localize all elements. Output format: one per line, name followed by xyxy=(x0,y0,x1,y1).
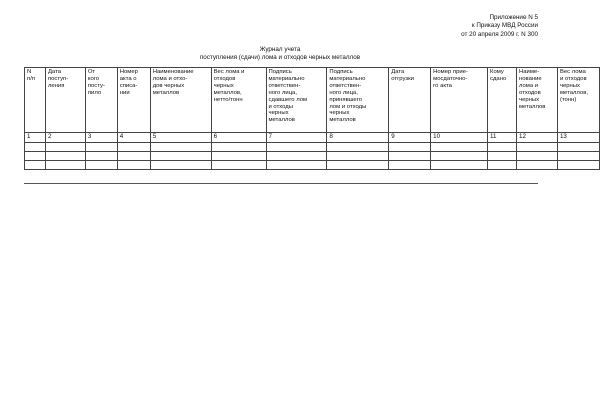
column-header: Дата отгрузки xyxy=(389,68,431,133)
column-header: N п/п xyxy=(25,68,46,133)
table-cell[interactable] xyxy=(45,151,85,160)
table-row xyxy=(25,160,600,169)
appendix-line: Приложение N 5 xyxy=(489,14,538,21)
table-cell[interactable] xyxy=(266,151,327,160)
table-cell[interactable] xyxy=(25,160,46,169)
column-header: Дата поступ- ления xyxy=(45,68,85,133)
table-cell[interactable] xyxy=(150,160,211,169)
column-number: 8 xyxy=(327,133,389,143)
table-cell[interactable] xyxy=(557,142,599,151)
document-title xyxy=(0,46,560,62)
appendix-line: к Приказу МВД России xyxy=(471,22,538,30)
table-cell[interactable] xyxy=(557,151,599,160)
table-cell[interactable] xyxy=(25,142,46,151)
table-cell[interactable] xyxy=(45,142,85,151)
table-cell[interactable] xyxy=(266,142,327,151)
table-row xyxy=(25,151,600,160)
column-number: 4 xyxy=(117,133,150,143)
column-number: 12 xyxy=(517,133,558,143)
header-row xyxy=(25,68,600,133)
table-cell[interactable] xyxy=(389,151,431,160)
table-cell[interactable] xyxy=(327,151,389,160)
column-number: 6 xyxy=(211,133,266,143)
column-number: 11 xyxy=(488,133,517,143)
table-cell[interactable] xyxy=(488,142,517,151)
appendix-line: от 20 апреля 2009 г. N 300 xyxy=(461,30,538,38)
column-header: Подпись материально ответствен- ного лица, принявшего лом и отходы черных металлов xyxy=(327,68,389,133)
table-cell[interactable] xyxy=(488,151,517,160)
table-cell[interactable] xyxy=(150,142,211,151)
column-header: Наиме- нование лома и отходов черных металлов xyxy=(517,68,558,133)
table-row xyxy=(25,142,600,151)
table-cell[interactable] xyxy=(488,160,517,169)
column-number: 2 xyxy=(45,133,85,143)
table-cell[interactable] xyxy=(327,142,389,151)
column-number: 1 xyxy=(25,133,46,143)
column-header: Вес лома и отходов черных металлов, нетто/тонн xyxy=(211,68,266,133)
column-number: 3 xyxy=(85,133,117,143)
table-cell[interactable] xyxy=(85,151,117,160)
title-line: Журнал учета xyxy=(259,46,301,53)
table-cell[interactable] xyxy=(85,160,117,169)
column-header: Номер приe- мосдаточно- го акта xyxy=(431,68,488,133)
table-cell[interactable] xyxy=(431,151,488,160)
column-header: Подпись материально ответствен- ного лица, сдавшего лом и отходы черных металлов xyxy=(266,68,327,133)
table-cell[interactable] xyxy=(211,142,266,151)
column-number: 7 xyxy=(266,133,327,143)
appendix-reference xyxy=(461,14,538,39)
table-cell[interactable] xyxy=(389,142,431,151)
table-cell[interactable] xyxy=(517,142,558,151)
table-cell[interactable] xyxy=(45,160,85,169)
table-cell[interactable] xyxy=(517,151,558,160)
column-number: 9 xyxy=(389,133,431,143)
column-header: Кому сдано xyxy=(488,68,517,133)
page-bottom-rule xyxy=(24,183,538,184)
column-number-row xyxy=(25,133,600,143)
table-cell[interactable] xyxy=(431,142,488,151)
table-cell[interactable] xyxy=(266,160,327,169)
column-header: Номер акта о списа- нии xyxy=(117,68,150,133)
table-cell[interactable] xyxy=(517,160,558,169)
table-cell[interactable] xyxy=(117,160,150,169)
column-number: 13 xyxy=(557,133,599,143)
table-cell[interactable] xyxy=(327,160,389,169)
column-header: Вес лома и отходов черных металлов, (тонн) xyxy=(557,68,599,133)
column-header: От кого посту- пило xyxy=(85,68,117,133)
table-cell[interactable] xyxy=(211,151,266,160)
journal-table xyxy=(24,67,600,170)
table-cell[interactable] xyxy=(150,151,211,160)
table-cell[interactable] xyxy=(117,142,150,151)
table-cell[interactable] xyxy=(431,160,488,169)
table-cell[interactable] xyxy=(85,142,117,151)
table-cell[interactable] xyxy=(557,160,599,169)
table-cell[interactable] xyxy=(389,160,431,169)
column-number: 10 xyxy=(431,133,488,143)
table-cell[interactable] xyxy=(211,160,266,169)
column-number: 5 xyxy=(150,133,211,143)
table-cell[interactable] xyxy=(117,151,150,160)
title-line: поступления (сдачи) лома и отходов черных металлов xyxy=(199,54,361,61)
table-cell[interactable] xyxy=(25,151,46,160)
column-header: Наименование лома и отхо- дов черных металлов xyxy=(150,68,211,133)
